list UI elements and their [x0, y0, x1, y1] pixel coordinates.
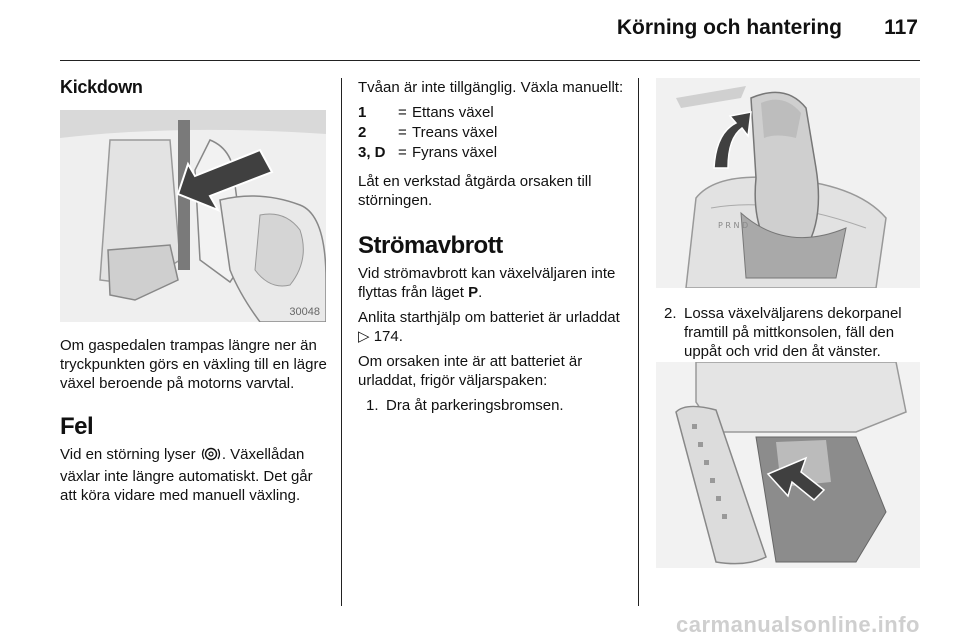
gear-value: Ettans växel: [412, 104, 494, 121]
step-1: 1. Dra åt parkeringsbromsen.: [366, 397, 564, 414]
page-header-title: Körning och hantering: [616, 16, 842, 39]
heading-stromavbrott: Strömavbrott: [358, 232, 503, 259]
gear-eq: =: [398, 144, 407, 161]
jump-start-paragraph: Anlita starthjälp om batteriet är urladdat ▷ 174.: [358, 309, 620, 345]
header-rule: [60, 60, 920, 61]
gear-key: 2: [358, 124, 367, 141]
footer-watermark: carmanualsonline.info: [676, 612, 920, 637]
kickdown-paragraph: Om gaspedalen trampas längre ner än tryckpunkten görs en växling till en lägre växel beroende på motorns varvtal.: [60, 337, 327, 392]
intro-paragraph: Tvåan är inte tillgänglig. Växla manuellt:: [358, 79, 624, 96]
heading-kickdown: Kickdown: [60, 77, 143, 97]
selector-lever-illustration: [656, 78, 920, 288]
gear-key-table: [358, 103, 626, 162]
column-1: [60, 78, 330, 97]
column-divider-1: [341, 78, 342, 606]
gear-eq: =: [398, 104, 407, 121]
fel-paragraph: Vid en störning lyser . Växellådan växlar inte längre automatiskt. Det går att köra vidare med manuell växling.: [60, 446, 313, 504]
column-2: [358, 78, 626, 415]
page-number: 117: [884, 16, 918, 39]
gear-key: 3, D: [358, 144, 386, 161]
column-1-lower: [60, 336, 332, 511]
svg-text:P R N D: P R N D: [718, 221, 749, 230]
page-reference: 174: [373, 328, 399, 345]
power-failure-paragraph: Vid strömavbrott kan växelväljaren inte flyttas från läget P.: [358, 265, 616, 301]
page-reference-icon: ▷: [358, 328, 370, 345]
gear-key: 1: [358, 104, 367, 121]
release-paragraph: Om orsaken inte är att batteriet är urladdat, frigör väljarspaken:: [358, 353, 583, 389]
gearbox-warning-icon: [200, 446, 222, 467]
column-3: [664, 304, 924, 361]
figure-decor-panel: [656, 362, 920, 568]
gear-eq: =: [398, 124, 407, 141]
figure-number: 30048: [289, 306, 320, 318]
figure-kickdown: [60, 110, 326, 322]
gear-value: Treans växel: [412, 124, 498, 141]
gear-value: Fyrans växel: [412, 144, 498, 161]
column-divider-2: [638, 78, 639, 606]
kickdown-pedal-illustration: [60, 110, 326, 322]
step-2: 2. Lossa växelväljarens dekorpanel framtill på mittkonsolen, fäll den uppåt och vrid den åt vänster.: [664, 305, 902, 360]
workshop-paragraph: Låt en verkstad åtgärda orsaken till störningen.: [358, 173, 592, 209]
figure-selector-lever: [656, 78, 920, 288]
heading-fel: Fel: [60, 413, 94, 440]
decor-panel-illustration: [656, 362, 920, 568]
